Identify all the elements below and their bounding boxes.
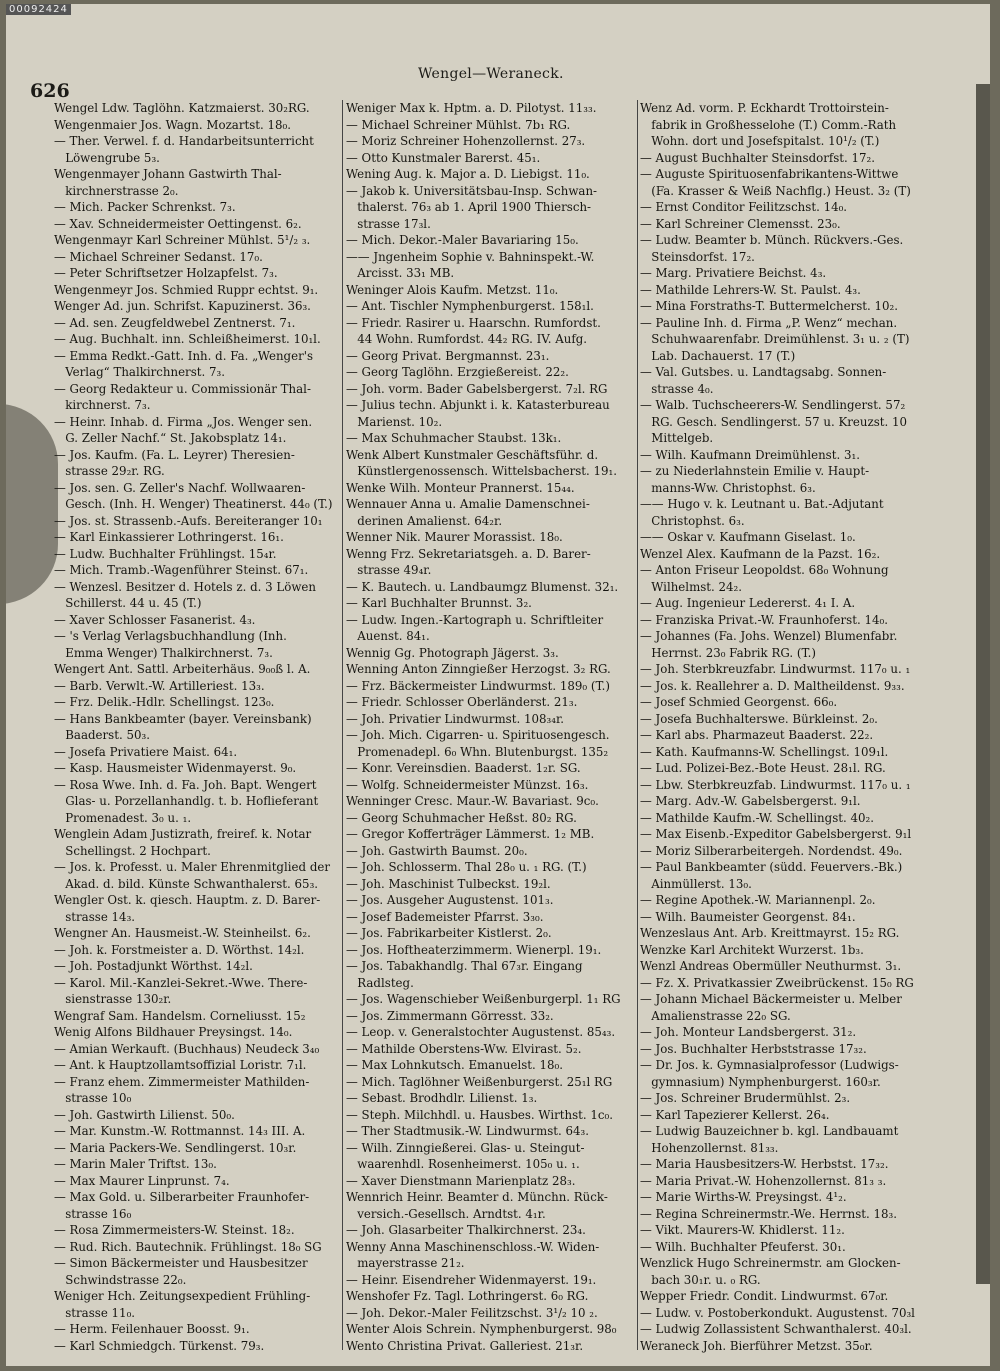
directory-entry-line: Wennauer Anna u. Amalie Damenschnei-	[346, 497, 590, 511]
directory-entry-line: — Leop. v. Generalstochter Augustenst. 85₄₃.	[346, 1025, 616, 1039]
directory-entry-line: — Johann Michael Bäckermeister u. Melber	[640, 992, 902, 1006]
directory-entry-line: — Peter Schriftsetzer Holzapfelst. 7₃.	[54, 266, 278, 280]
directory-entry-line: Schillerst. 44 u. 45 (T.)	[54, 596, 202, 610]
directory-entry-line: Wenzeslaus Ant. Arb. Kreittmayrst. 15₂ RG.	[640, 926, 900, 940]
directory-entry-line: — Heinr. Inhab. d. Firma „Jos. Wenger sen.	[54, 414, 313, 429]
directory-entry-line: — Pauline Inh. d. Firma „P. Wenz“ mechan.	[640, 315, 898, 330]
column-right	[640, 100, 972, 1354]
directory-entry-line: — Joh. Monteur Landsbergerst. 31₂.	[640, 1025, 857, 1039]
directory-entry-line: Wengert Ant. Sattl. Arbeiterhäus. 9₀₀ß l. A.	[54, 662, 311, 676]
directory-entry-line: — Karol. Mil.-Kanzlei-Sekret.-Wwe. There-	[54, 975, 308, 990]
directory-entry-line: — Aug. Ingenieur Ledererst. 4₁ I. A.	[640, 596, 856, 610]
directory-entry-line: — Dr. Jos. k. Gymnasialprofessor (Ludwigs-	[640, 1058, 899, 1072]
directory-entry-line: — Josefa Privatiere Maist. 64₁.	[54, 744, 238, 759]
directory-entry-line: Wengel Ldw. Taglöhn. Katzmaierst. 30₂RG.	[54, 101, 310, 115]
directory-entry-line: — Wilh. Baumeister Georgenst. 84₁.	[640, 909, 856, 924]
directory-entry-line: strasse 29₂r. RG.	[54, 464, 165, 478]
directory-entry-line: — Marg. Privatiere Beichst. 4₃.	[640, 266, 827, 280]
directory-entry-line: bach 30₁r. u. ₀ RG.	[640, 1272, 761, 1287]
directory-entry-line: Verlag“ Thalkirchnerst. 7₃.	[54, 365, 225, 379]
directory-entry-line: Amalienstrasse 22₀ SG.	[640, 1008, 791, 1023]
directory-page	[6, 4, 990, 1366]
directory-entry-line: Wenglein Adam Justizrath, freiref. k. Notar	[54, 827, 312, 841]
directory-entry-line: — Val. Gutsbes. u. Landtagsabg. Sonnen-	[640, 365, 887, 379]
directory-entry-line: Auenst. 84₁.	[346, 629, 430, 643]
directory-entry-line: Wenig Alfons Bildhauer Preysingst. 14₀.	[54, 1025, 293, 1039]
directory-entry-line: — Anton Friseur Leopoldst. 68₀ Wohnung	[640, 563, 889, 577]
directory-entry-line: kirchnerst. 7₃.	[54, 398, 151, 412]
directory-entry-line: — Jakob k. Universitätsbau-Insp. Schwan-	[346, 183, 598, 198]
directory-entry-line: — Moriz Silberarbeitergeh. Nordendst. 49₀.	[640, 843, 903, 858]
directory-entry-line: — Josefa Buchhalterswe. Bürkleinst. 2₀.	[640, 711, 878, 726]
directory-entry-line: — Karl Tapezierer Kellerst. 26₄.	[640, 1107, 830, 1122]
directory-entry-line: Gesch. (Inh. H. Wenger) Theatinerst. 44₀ (T.)	[54, 497, 333, 511]
directory-entry-line: strasse 11₀.	[54, 1305, 136, 1320]
directory-entry-line: Christophst. 6₃.	[640, 513, 745, 528]
directory-entry-line: — Max Schuhmacher Staubst. 13k₁.	[346, 431, 562, 445]
directory-entry-line: Wento Christina Privat. Galleriest. 21₃r.	[346, 1338, 584, 1353]
directory-entry-line: — Joh. vorm. Bader Gabelsbergerst. 7₂l. RG	[346, 381, 608, 396]
directory-entry-line: — Jos. Schreiner Brudermühlst. 2₃.	[640, 1091, 851, 1105]
directory-entry-line: RG. Gesch. Sendlingerst. 57 u. Kreuzst. 10	[640, 414, 908, 429]
directory-entry-line: Wengenmayer Johann Gastwirth Thal-	[54, 167, 282, 181]
directory-entry-line: Wenninger Cresc. Maur.-W. Bavariast. 9c₀.	[346, 794, 599, 808]
directory-entry-line: — Friedr. Schlosser Oberländerst. 21₃.	[346, 695, 578, 709]
directory-entry-line: — Jos. Ausgeher Augustenst. 101₃.	[346, 893, 554, 907]
directory-entry-line: — Jos. Kaufm. (Fa. L. Leyrer) Theresien-	[54, 447, 295, 462]
directory-entry-line: versich.-Gesellsch. Arndtst. 4₁r.	[346, 1206, 546, 1221]
directory-entry-line: — Vikt. Maurers-W. Khidlerst. 11₂.	[640, 1223, 845, 1237]
directory-entry-line: — K. Bautech. u. Landbaumgz Blumenst. 32₁.	[346, 579, 619, 594]
directory-entry-line: Wenz Ad. vorm. P. Eckhardt Trottoirstein-	[640, 101, 889, 115]
directory-entry-line: — Rosa Zimmermeisters-W. Steinst. 18₂.	[54, 1223, 295, 1237]
directory-entry-line: — Joh. Dekor.-Maler Feilitzschst. 3¹/₂ 10 ₂.	[346, 1305, 598, 1320]
directory-entry-line: strasse 4₀.	[640, 381, 714, 396]
directory-entry-line: — Hans Bankbeamter (bayer. Vereinsbank)	[54, 711, 312, 726]
directory-entry-line: (Fa. Krasser & Weiß Nachflg.) Heust. 3₂ (T)	[640, 183, 911, 198]
directory-entry-line: — Mar. Kunstm.-W. Rottmannst. 14₃ III. A.	[54, 1124, 306, 1138]
directory-entry-line: — Karl Schmiedgch. Türkenst. 79₃.	[54, 1338, 265, 1353]
directory-entry-line: Löwengrube 5₃.	[54, 150, 160, 165]
directory-entry-line: — Xav. Schneidermeister Oettingenst. 6₂.	[54, 216, 302, 231]
directory-entry-line: — Karl abs. Pharmazeut Baaderst. 22₂.	[640, 728, 874, 742]
directory-entry-line: — Georg Redakteur u. Commissionär Thal-	[54, 381, 311, 396]
directory-entry-line: — Lbw. Sterbkreuzfab. Lindwurmst. 117₀ u. ₁	[640, 777, 911, 792]
directory-entry-line: Steinsdorfst. 17₂.	[640, 249, 755, 264]
directory-entry-line: Wennrich Heinr. Beamter d. Münchn. Rück-	[346, 1190, 608, 1204]
directory-entry-line: — Ludw. Beamter b. Münch. Rückvers.-Ges.	[640, 233, 904, 247]
directory-entry-line: — Wilh. Zinngießerei. Glas- u. Steingut-	[346, 1140, 585, 1155]
column-left	[54, 100, 340, 1354]
directory-entry-line: — Kath. Kaufmanns-W. Schellingst. 109₁l.	[640, 744, 889, 759]
directory-entry-line: — Jos. k. Professt. u. Maler Ehrenmitglied der	[54, 860, 330, 874]
directory-entry-line: — Wenzesl. Besitzer d. Hotels z. d. 3 Löwen	[54, 579, 316, 594]
directory-entry-line: — Franz ehem. Zimmermeister Mathilden-	[54, 1074, 310, 1089]
directory-entry-line: —— Oskar v. Kaufmann Giselast. 1₀.	[640, 530, 856, 544]
directory-entry-line: —— Hugo v. k. Leutnant u. Bat.-Adjutant	[640, 497, 884, 511]
directory-entry-line: — Wolfg. Schneidermeister Münzst. 16₃.	[346, 777, 589, 792]
directory-entry-line: — Mich. Taglöhner Weißenburgerst. 25₁l RG	[346, 1074, 613, 1089]
binding-shadow	[6, 404, 58, 604]
directory-entry-line: — Jos. st. Strassenb.-Aufs. Bereiteranger 10₁	[54, 513, 323, 528]
directory-entry-line: Wepper Friedr. Condit. Lindwurmst. 67₀r.	[640, 1289, 889, 1303]
directory-entry-line: — Joh. k. Forstmeister a. D. Wörthst. 14₂l.	[54, 942, 305, 957]
directory-entry-line: Wennig Gg. Photograph Jägerst. 3₃.	[346, 645, 559, 660]
directory-entry-line: Wengenmayr Karl Schreiner Mühlst. 5¹/₂ ₃.	[54, 233, 311, 247]
scan-id-stamp: 00092424	[6, 4, 71, 15]
directory-entry-line: Wenk Albert Kunstmaler Geschäftsführ. d.	[346, 447, 599, 462]
directory-entry-line: — Jos. Wagenschieber Weißenburgerpl. 1₁ RG	[346, 992, 621, 1006]
directory-entry-line: — Maria Privat.-W. Hohenzollernst. 81₃ ₃.	[640, 1173, 887, 1188]
directory-entry-line: — Ant. Tischler Nymphenburgerst. 158₁l.	[346, 299, 594, 313]
directory-entry-line: — Jos. Fabrikarbeiter Kistlerst. 2₀.	[346, 926, 552, 940]
directory-entry-line: mayerstrasse 21₂.	[346, 1256, 465, 1270]
directory-entry-line: — Joh. Gastwirth Baumst. 20₀.	[346, 843, 528, 858]
directory-entry-line: — Kasp. Hausmeister Widenmayerst. 9₀.	[54, 761, 297, 775]
directory-entry-line: — Friedr. Rasirer u. Haarschn. Rumfordst.	[346, 315, 601, 330]
directory-entry-line: Wenny Anna Maschinenschloss.-W. Widen-	[346, 1239, 600, 1254]
directory-entry-line: — Max Lohnkutsch. Emanuelst. 18₀.	[346, 1058, 564, 1072]
directory-entry-line: — Jos. sen. G. Zeller's Nachf. Wollwaaren-	[54, 480, 306, 495]
directory-entry-line: — Moriz Schreiner Hohenzollernst. 27₃.	[346, 134, 586, 148]
directory-entry-line: kirchnerstrasse 2₀.	[54, 183, 179, 198]
directory-entry-line: — Jos. Tabakhandlg. Thal 67₃r. Eingang	[346, 959, 583, 973]
directory-entry-line: Promenadepl. 6₀ Whn. Blutenburgst. 135₂	[346, 744, 609, 759]
directory-entry-line: Wenng Frz. Sekretariatsgeh. a. D. Barer-	[346, 546, 591, 561]
directory-entry-line: Herrnst. 23₀ Fabrik RG. (T.)	[640, 645, 816, 660]
directory-entry-line: Schuhwaarenfabr. Dreimühlenst. 3₁ u. ₂ (T)	[640, 332, 910, 346]
directory-entry-line: Ainmüllerst. 13₀.	[640, 876, 752, 891]
directory-entry-line: — Max Maurer Linprunst. 7₄.	[54, 1173, 230, 1188]
directory-entry-line: — Michael Schreiner Sedanst. 17₀.	[54, 249, 263, 264]
directory-entry-line: — Georg Privat. Bergmannst. 23₁.	[346, 348, 550, 363]
directory-entry-line: — Otto Kunstmaler Barerst. 45₁.	[346, 150, 541, 165]
directory-entry-line: Weraneck Joh. Bierführer Metzst. 35₀r.	[640, 1338, 873, 1353]
directory-entry-line: — Xaver Schlosser Fasanerist. 4₃.	[54, 612, 256, 627]
directory-entry-line: — Ludw. Ingen.-Kartograph u. Schriftleiter	[346, 612, 604, 627]
directory-entry-line: — Georg Schuhmacher Heßst. 80₂ RG.	[346, 810, 577, 825]
directory-entry-line: Baaderst. 50₃.	[54, 728, 150, 742]
directory-entry-line: — Marie Wirths-W. Preysingst. 4¹₂.	[640, 1190, 847, 1204]
directory-entry-line: — Frz. Delik.-Hdlr. Schellingst. 123₀.	[54, 695, 275, 709]
directory-entry-line: Wilhelmst. 24₂.	[640, 579, 743, 594]
directory-entry-line: — Karl Buchhalter Brunnst. 3₂.	[346, 596, 532, 610]
directory-entry-line: — Konr. Vereinsdien. Baaderst. 1₂r. SG.	[346, 761, 581, 775]
directory-entry-line: — Rosa Wwe. Inh. d. Fa. Joh. Bapt. Wengert	[54, 777, 317, 792]
directory-entry-line: Wenger Ad. jun. Schrifst. Kapuzinerst. 36₃.	[54, 299, 311, 313]
directory-entry-line: — Joh. Privatier Lindwurmst. 108₃₄r.	[346, 711, 565, 726]
directory-entry-line: — Xaver Dienstmann Marienplatz 28₃.	[346, 1173, 576, 1188]
directory-entry-line: Wengler Ost. k. qiesch. Hauptm. z. D. Barer-	[54, 893, 321, 907]
directory-entry-line: — Marin Maler Triftst. 13₀.	[54, 1157, 217, 1171]
directory-entry-line: Wenzl Andreas Obermüller Neuthurmst. 3₁.	[640, 959, 902, 973]
directory-entry-line: waarenhdl. Rosenheimerst. 105₀ u. ₁.	[346, 1157, 580, 1171]
directory-entry-line: Wengner An. Hausmeist.-W. Steinheilst. 6₂.	[54, 926, 311, 940]
directory-entry-line: Radlsteg.	[346, 975, 414, 990]
directory-entry-line: Wening Aug. k. Major a. D. Liebigst. 11₀.	[346, 167, 590, 181]
directory-entry-line: — Ludw. v. Postoberkondukt. Augustenst. 70₃l	[640, 1305, 915, 1320]
directory-entry-line: — Lud. Polizei-Bez.-Bote Heust. 28₁l. RG.	[640, 761, 886, 775]
directory-entry-line: — Ludw. Buchhalter Frühlingst. 15₄r.	[54, 546, 277, 561]
directory-entry-line: 44 Wohn. Rumfordst. 44₂ RG. IV. Aufg.	[346, 332, 588, 346]
directory-entry-line: — Jos. k. Reallehrer a. D. Maltheildenst. 9₃₃.	[640, 678, 905, 693]
directory-entry-line: —— Jngenheim Sophie v. Bahninspekt.-W.	[346, 249, 595, 264]
directory-entry-line: manns-Ww. Christophst. 6₃.	[640, 480, 816, 495]
directory-entry-line: Weninger Alois Kaufm. Metzst. 11₀.	[346, 282, 559, 297]
directory-entry-line: Akad. d. bild. Künste Schwanthalerst. 65₃.	[54, 876, 319, 891]
directory-entry-line: Wenter Alois Schrein. Nymphenburgerst. 98₀	[346, 1322, 617, 1336]
directory-entry-line: — Joh. Glasarbeiter Thalkirchnerst. 23₄.	[346, 1223, 586, 1237]
directory-entry-line: Promenadest. 3₀ u. ₁.	[54, 810, 192, 825]
directory-entry-line: — Emma Redkt.-Gatt. Inh. d. Fa. „Wenger's	[54, 348, 314, 363]
directory-entry-line: Wenzel Alex. Kaufmann de la Pazst. 16₂.	[640, 546, 881, 561]
directory-entry-line: fabrik in Großhesselohe (T.) Comm.-Rath	[640, 117, 897, 132]
directory-entry-line: G. Zeller Nachf.“ St. Jakobsplatz 14₁.	[54, 431, 287, 445]
directory-entry-line: — Joh. Gastwirth Lilienst. 50₀.	[54, 1107, 235, 1122]
directory-entry-line: — Herm. Feilenhauer Boosst. 9₁.	[54, 1322, 250, 1336]
directory-entry-line: Weniger Hch. Zeitungsexpedient Frühling-	[54, 1289, 311, 1303]
directory-entry-line: thalerst. 76₃ ab 1. April 1900 Thiersch-	[346, 200, 592, 214]
directory-entry-line: Schwindstrasse 22₀.	[54, 1272, 187, 1287]
directory-entry-line: — Ad. sen. Zeugfeldwebel Zentnerst. 7₁.	[54, 315, 296, 330]
directory-entry-line: — Gregor Kofferträger Lämmerst. 1₂ MB.	[346, 827, 595, 841]
directory-entry-line: — Barb. Verwlt.-W. Artilleriest. 13₃.	[54, 678, 265, 693]
directory-entry-line: Wenshofer Fz. Tagl. Lothringerst. 6₀ RG.	[346, 1289, 589, 1303]
directory-entry-line: strasse 10₀	[54, 1091, 132, 1105]
directory-entry-line: — Ludwig Bauzeichner b. kgl. Landbauamt	[640, 1124, 899, 1138]
directory-entry-line: Hohenzollernst. 81₃₃.	[640, 1140, 779, 1155]
directory-entry-line: — Karl Einkassierer Lothringerst. 16₁.	[54, 530, 284, 544]
directory-entry-line: — Ant. k Hauptzollamtsoffizial Loristr. 7₁l.	[54, 1058, 307, 1072]
directory-entry-line: — Frz. Bäckermeister Lindwurmst. 189₀ (T.)	[346, 678, 610, 693]
directory-entry-line: Emma Wenger) Thalkirchnerst. 7₃.	[54, 645, 273, 660]
directory-entry-line: — Sebast. Brodhdlr. Lilienst. 1₃.	[346, 1091, 538, 1105]
directory-entry-line: — Amian Werkauft. (Buchhaus) Neudeck 3₄₀	[54, 1041, 320, 1056]
directory-entry-line: — 's Verlag Verlagsbuchhandlung (Inh.	[54, 629, 287, 643]
directory-entry-line: — Maria Packers-We. Sendlingerst. 10₃r.	[54, 1140, 297, 1155]
directory-entry-line: Wenke Wilh. Monteur Prannerst. 15₄₄.	[346, 480, 575, 495]
directory-entry-line: — Mina Forstraths-T. Buttermelcherst. 10₂.	[640, 299, 899, 313]
directory-entry-line: — Maria Hausbesitzers-W. Herbstst. 17₃₂.	[640, 1157, 889, 1171]
directory-entry-line: Mittelgeb.	[640, 431, 714, 445]
directory-entry-line: — Josef Schmied Georgenst. 66₀.	[640, 695, 838, 709]
directory-entry-line: — Mathilde Lehrers-W. St. Paulst. 4₃.	[640, 282, 861, 297]
directory-entry-line: — Ther. Verwel. f. d. Handarbeitsunterricht	[54, 134, 314, 148]
directory-entry-line: — Wilh. Buchhalter Pfeuferst. 30₁.	[640, 1239, 846, 1254]
directory-entry-line: — Simon Bäckermeister und Hausbesitzer	[54, 1256, 308, 1270]
directory-entry-line: — Jos. Zimmermann Görresst. 33₂.	[346, 1008, 554, 1023]
column-rule	[342, 100, 343, 1350]
directory-entry-line: derinen Amalienst. 64₂r.	[346, 513, 503, 528]
directory-entry-line: — Rud. Rich. Bautechnik. Frühlingst. 18₀ SG	[54, 1239, 322, 1254]
directory-entry-line: Weniger Max k. Hptm. a. D. Pilotyst. 11₃₃.	[346, 101, 597, 115]
directory-entry-line: Künstlergenossensch. Wittelsbacherst. 19₁.	[346, 464, 618, 478]
directory-entry-line: — Auguste Spirituosenfabrikantens-Wittwe	[640, 167, 899, 181]
directory-entry-line: Wenner Nik. Maurer Morassist. 18₀.	[346, 530, 563, 544]
directory-entry-line: — Julius techn. Abjunkt i. k. Katasterbureau	[346, 398, 610, 412]
directory-entry-line: strasse 17₃l.	[346, 216, 431, 231]
directory-entry-line: — Franziska Privat.-W. Fraunhoferst. 14₀.	[640, 612, 888, 627]
directory-entry-line: — Marg. Adv.-W. Gabelsbergerst. 9₁l.	[640, 794, 861, 808]
directory-entry-line: Marienst. 10₂.	[346, 414, 443, 429]
directory-entry-line: — Josef Bademeister Pfarrst. 3₃₀.	[346, 909, 544, 924]
directory-entry-line: — Paul Bankbeamter (südd. Feuervers.-Bk.)	[640, 860, 903, 874]
directory-entry-line: Schellingst. 2 Hochpart.	[54, 843, 211, 858]
directory-entry-line: — Ther Stadtmusik.-W. Lindwurmst. 64₃.	[346, 1124, 590, 1138]
directory-entry-line: — Georg Taglöhn. Erzgießereist. 22₂.	[346, 365, 569, 379]
directory-entry-line: — August Buchhalter Steinsdorfst. 17₂.	[640, 150, 876, 165]
directory-entry-line: — Steph. Milchhdl. u. Hausbes. Wirthst. 1c₀.	[346, 1107, 613, 1122]
directory-entry-line: — Fz. X. Privatkassier Zweibrückenst. 15₀ RG	[640, 975, 914, 990]
directory-entry-line: — Joh. Postadjunkt Wörthst. 14₂l.	[54, 959, 253, 973]
directory-entry-line: — Joh. Mich. Cigarren- u. Spirituosengesch.	[346, 728, 610, 742]
running-head: Wengel—Weraneck.	[418, 66, 564, 82]
directory-entry-line: — Mich. Dekor.-Maler Bavariaring 15₀.	[346, 233, 579, 247]
directory-entry-line: strasse 14₃.	[54, 909, 136, 924]
directory-entry-line: — Walb. Tuchscheerers-W. Sendlingerst. 57₂	[640, 398, 906, 412]
directory-entry-line: Wenzlick Hugo Schreinermstr. am Glocken-	[640, 1256, 901, 1270]
directory-entry-line: strasse 16₀	[54, 1206, 132, 1221]
directory-entry-line: — Michael Schreiner Mühlst. 7b₁ RG.	[346, 117, 571, 132]
directory-entry-line: sienstrasse 130₂r.	[54, 992, 172, 1006]
directory-entry-line: — Joh. Sterbkreuzfabr. Lindwurmst. 117₀ u. ₁	[640, 662, 911, 676]
directory-entry-line: — Heinr. Eisendreher Widenmayerst. 19₁.	[346, 1272, 597, 1287]
directory-entry-line: — Johannes (Fa. Johs. Wenzel) Blumenfabr.	[640, 629, 898, 643]
page-number: 626	[30, 80, 70, 102]
directory-entry-line: Wengenmaier Jos. Wagn. Mozartst. 18₀.	[54, 117, 291, 132]
directory-entry-line: — Ludwig Zollassistent Schwanthalerst. 40₃l.	[640, 1322, 912, 1336]
directory-entry-line: — Max Eisenb.-Expeditor Gabelsbergerst. 9₁l	[640, 827, 912, 841]
directory-entry-line: Wohn. dort und Josefspitalst. 10¹/₂ (T.)	[640, 134, 880, 148]
directory-entry-line: Wengraf Sam. Handelsm. Corneliusst. 15₂	[54, 1008, 306, 1023]
directory-entry-line: Glas- u. Porzellanhandlg. t. b. Hoflieferant	[54, 794, 319, 808]
directory-entry-line: — Mich. Packer Schrenkst. 7₃.	[54, 200, 236, 214]
directory-entry-line: Arcisst. 33₁ MB.	[346, 266, 455, 280]
page-edge-shadow	[976, 84, 990, 1284]
directory-entry-line: — Ernst Conditor Feilitzschst. 14₀.	[640, 200, 848, 214]
directory-entry-line: Wengenmeyr Jos. Schmied Ruppr echtst. 9₁.	[54, 282, 319, 297]
directory-entry-line: — Mathilde Oberstens-Ww. Elvirast. 5₂.	[346, 1041, 582, 1056]
directory-entry-line: Wenning Anton Zinngießer Herzogst. 3₂ RG.	[346, 662, 611, 676]
directory-entry-line: — Joh. Maschinist Tulbeckst. 19₂l.	[346, 876, 551, 891]
directory-entry-line: strasse 49₄r.	[346, 563, 432, 577]
directory-entry-line: — Karl Schreiner Clemensst. 23₀.	[640, 216, 841, 231]
column-middle	[346, 100, 638, 1354]
directory-entry-line: — Regine Apothek.-W. Mariannenpl. 2₀.	[640, 893, 876, 907]
directory-entry-line: — Mathilde Kaufm.-W. Schellingst. 40₂.	[640, 810, 874, 825]
directory-entry-line: — Wilh. Kaufmann Dreimühlenst. 3₁.	[640, 447, 860, 462]
directory-entry-line: — Aug. Buchhalt. inn. Schleißheimerst. 10₁l.	[54, 332, 321, 346]
directory-entry-line: — Jos. Hoftheaterzimmerm. Wienerpl. 19₁.	[346, 942, 602, 957]
directory-entry-line: gymnasium) Nymphenburgerst. 160₃r.	[640, 1074, 881, 1089]
directory-entry-line: Wenzke Karl Architekt Wurzerst. 1b₃.	[640, 942, 864, 957]
directory-entry-line: — Joh. Schlosserm. Thal 28₀ u. ₁ RG. (T.)	[346, 860, 587, 874]
directory-entry-line: Lab. Dachauerst. 17 (T.)	[640, 348, 796, 363]
directory-entry-line: — Mich. Tramb.-Wagenführer Steinst. 67₁.	[54, 563, 309, 577]
directory-entry-line: — Max Gold. u. Silberarbeiter Fraunhofer-	[54, 1190, 310, 1204]
directory-entry-line: — Regina Schreinermstr.-We. Herrnst. 18₃.	[640, 1206, 898, 1221]
directory-entry-line: — Jos. Buchhalter Herbststrasse 17₃₂.	[640, 1041, 867, 1056]
directory-entry-line: — zu Niederlahnstein Emilie v. Haupt-	[640, 464, 870, 478]
